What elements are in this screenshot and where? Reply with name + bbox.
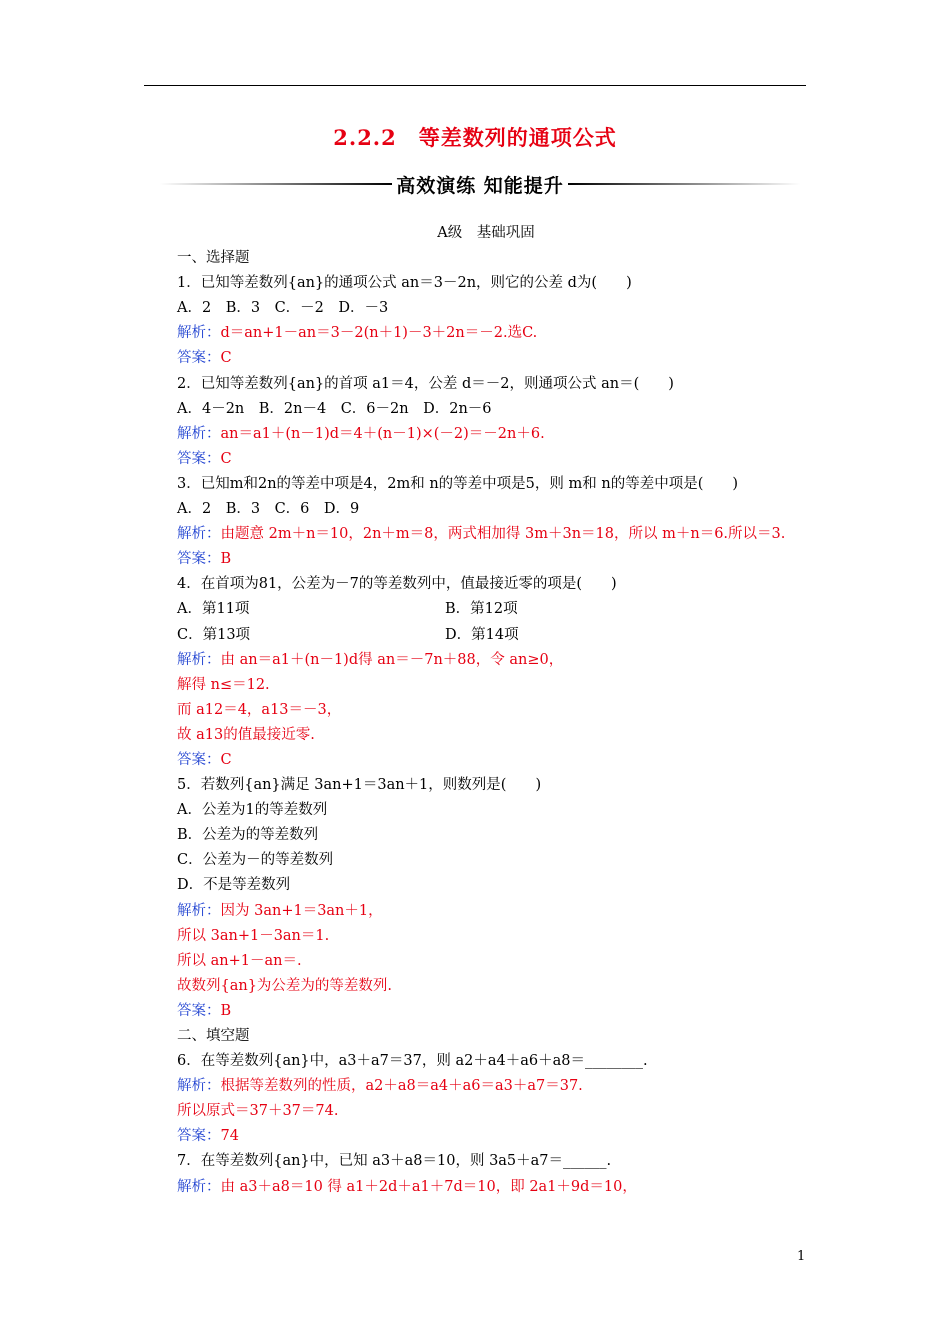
question-line: 1．已知等差数列{an}的通项公式 an＝3－2n，则它的公差 d为( ) bbox=[177, 275, 632, 292]
line-text: 由 an＝a1＋(n－1)d得 an＝－7n＋88，令 an≥0， bbox=[220, 651, 564, 668]
line-label: 解析： bbox=[177, 425, 221, 442]
option-item: C．第13项 bbox=[177, 626, 251, 643]
line-label: 解析： bbox=[177, 325, 221, 342]
banner-text: 高效演练 知能提升 bbox=[396, 174, 564, 197]
solution-line bbox=[177, 1175, 817, 1200]
answer-line bbox=[177, 547, 817, 572]
solution-continuation: 所以 3an+1－3an＝1. bbox=[177, 927, 330, 944]
exercise-lines bbox=[177, 246, 817, 1200]
section-banner bbox=[160, 170, 800, 198]
line-text: 因为 3an+1＝3an＋1， bbox=[220, 902, 383, 919]
line-text: C bbox=[220, 450, 232, 467]
line-label: 解析： bbox=[177, 1078, 221, 1095]
solution-continuation: 故数列{an}为公差为的等差数列. bbox=[177, 977, 393, 994]
answer-line bbox=[177, 748, 817, 773]
solution-continuation: 所以 an+1－an＝. bbox=[177, 952, 302, 969]
solution-line bbox=[177, 899, 817, 924]
answer-line bbox=[177, 447, 817, 472]
question-line: A．2 B．3 C．6 D．9 bbox=[177, 501, 360, 518]
question-line: C．公差为－的等差数列 bbox=[177, 852, 334, 869]
page-title: 2.2.2 等差数列的通项公式 bbox=[333, 125, 617, 150]
option-item: B．第12项 bbox=[445, 601, 518, 618]
question-line: A．2 B．3 C．－2 D．－3 bbox=[177, 300, 389, 317]
question-line: A．4－2n B．2n－4 C．6－2n D．2n－6 bbox=[177, 400, 492, 417]
line-text: C bbox=[220, 350, 232, 367]
answer-line bbox=[177, 999, 817, 1024]
question-line: 4．在首项为81，公差为－7的等差数列中，值最接近零的项是( ) bbox=[177, 576, 617, 593]
question-line: 二、填空题 bbox=[177, 1028, 250, 1044]
solution-continuation: 解得 n≤＝12. bbox=[177, 676, 270, 693]
answer-line bbox=[177, 1124, 817, 1149]
option-item: D．第14项 bbox=[445, 626, 519, 643]
question-line: 一、选择题 bbox=[177, 250, 250, 267]
document-body bbox=[177, 221, 817, 1200]
line-label: 解析： bbox=[177, 526, 221, 543]
line-text: an＝a1＋(n－1)d＝4＋(n－1)×(－2)＝－2n＋6. bbox=[220, 425, 545, 442]
page-number: 1 bbox=[797, 1249, 806, 1264]
solution-continuation: 而 a12＝4，a13＝－3， bbox=[177, 701, 342, 718]
solution-line bbox=[177, 522, 817, 547]
option-row bbox=[177, 597, 817, 622]
option-row bbox=[177, 623, 817, 648]
option-item: A．第11项 bbox=[177, 601, 250, 618]
line-text: 由 a3＋a8＝10 得 a1＋2d＋a1＋7d＝10，即 2a1＋9d＝10， bbox=[220, 1178, 637, 1195]
line-label: 解析： bbox=[177, 902, 221, 919]
solution-line bbox=[177, 321, 817, 346]
line-label: 答案： bbox=[177, 1128, 221, 1145]
solution-continuation: 故 a13的值最接近零. bbox=[177, 726, 315, 743]
line-text: B bbox=[220, 1002, 232, 1019]
line-label: 答案： bbox=[177, 551, 221, 568]
question-line: 5．若数列{an}满足 3an+1＝3an＋1，则数列是( ) bbox=[177, 777, 542, 794]
level-heading: A级 基础巩固 bbox=[437, 225, 535, 241]
question-line: 6．在等差数列{an}中，a3＋a7＝37，则 a2＋a4＋a6＋a8＝________. bbox=[177, 1053, 648, 1070]
line-text: 74 bbox=[220, 1128, 239, 1145]
question-line: D．不是等差数列 bbox=[177, 877, 291, 894]
question-line: 2．已知等差数列{an}的首项 a1＝4，公差 d＝－2，则通项公式 an＝( ) bbox=[177, 375, 674, 392]
line-text: C bbox=[220, 751, 232, 768]
line-label: 答案： bbox=[177, 751, 221, 768]
line-text: 由题意 2m＋n＝10，2n＋m＝8，两式相加得 3m＋3n＝18，所以 m＋n＝6.所以＝3. bbox=[220, 526, 786, 543]
question-line: B．公差为的等差数列 bbox=[177, 827, 319, 844]
line-text: 根据等差数列的性质，a2＋a8＝a4＋a6＝a3＋a7＝37. bbox=[220, 1078, 583, 1095]
solution-continuation: 所以原式＝37＋37＝74. bbox=[177, 1103, 339, 1120]
solution-line bbox=[177, 422, 817, 447]
question-line: 7．在等差数列{an}中，已知 a3＋a8＝10，则 3a5＋a7＝______. bbox=[177, 1153, 612, 1170]
line-label: 答案： bbox=[177, 450, 221, 467]
answer-line bbox=[177, 346, 817, 371]
solution-line bbox=[177, 1074, 817, 1099]
line-label: 答案： bbox=[177, 1002, 221, 1019]
line-label: 答案： bbox=[177, 350, 221, 367]
line-label: 解析： bbox=[177, 1178, 221, 1195]
question-line: A．公差为1的等差数列 bbox=[177, 802, 328, 819]
solution-line bbox=[177, 648, 817, 673]
line-label: 解析： bbox=[177, 651, 221, 668]
line-text: B bbox=[220, 551, 232, 568]
header-rule bbox=[144, 85, 806, 86]
banner-line-left bbox=[160, 183, 392, 185]
question-line: 3．已知m和2n的等差中项是4，2m和 n的等差中项是5，则 m和 n的等差中项是( ) bbox=[177, 475, 739, 492]
line-text: d＝an+1－an＝3－2(n＋1)－3＋2n＝－2.选C. bbox=[220, 325, 538, 342]
banner-line-right bbox=[568, 183, 800, 185]
